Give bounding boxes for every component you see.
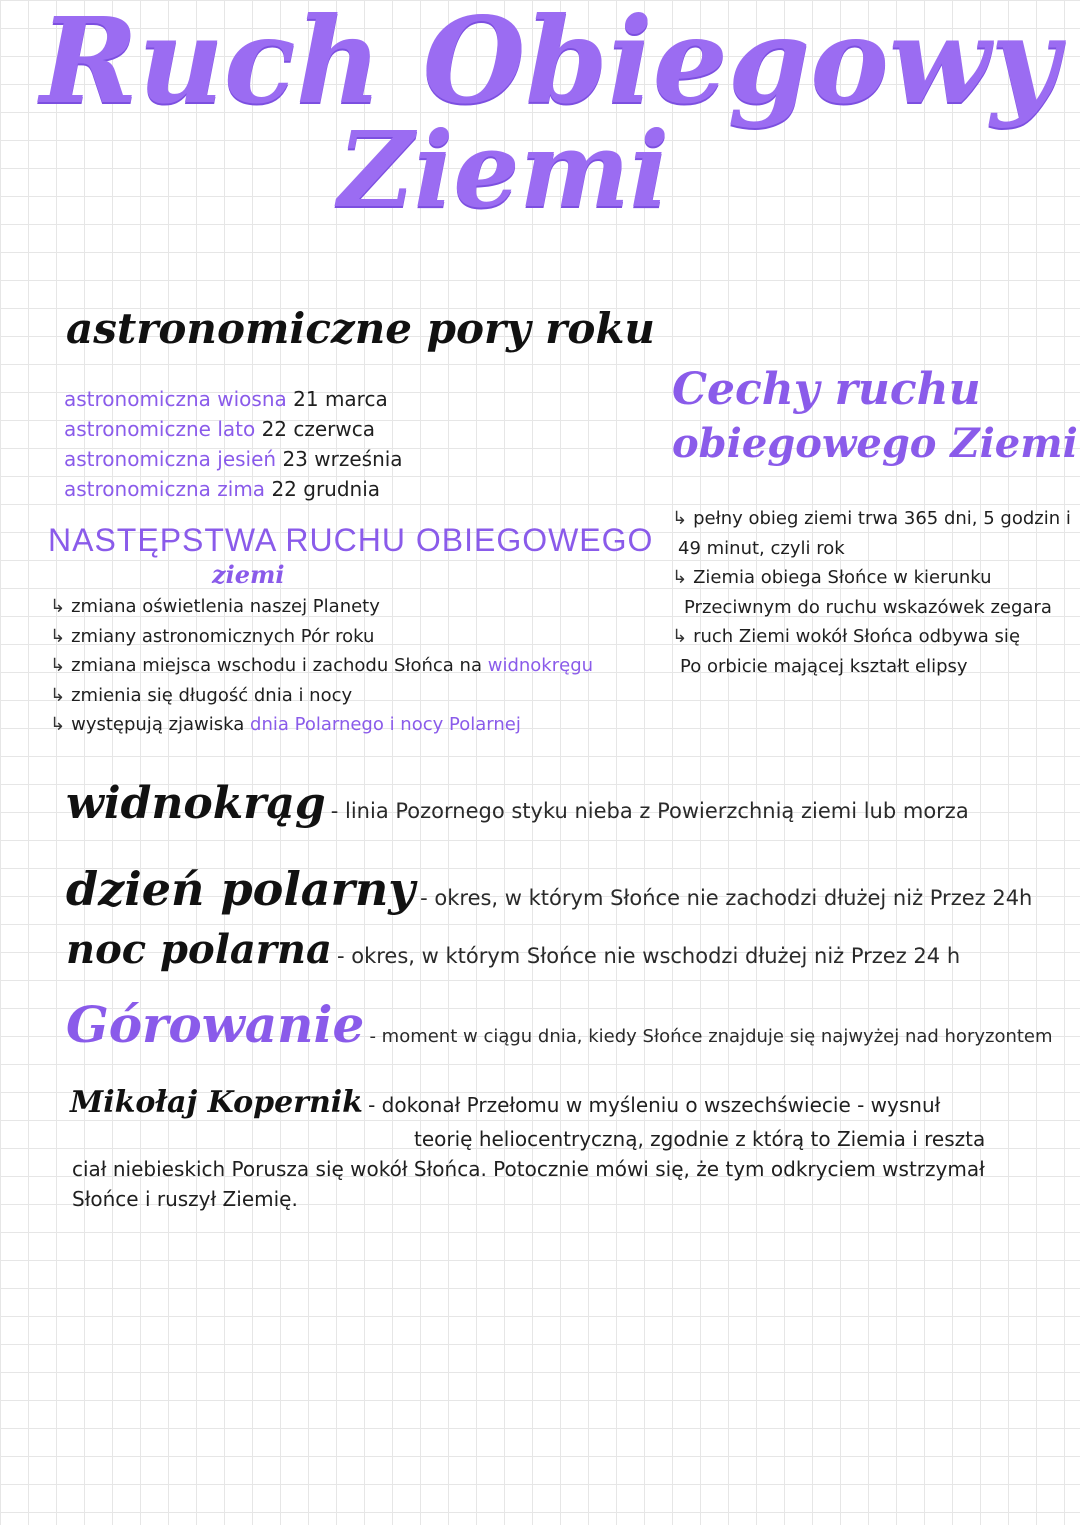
kopernik-term: Mikołaj Kopernik: [70, 1085, 363, 1120]
definition-term: dzień polarny: [66, 862, 416, 916]
definition-term: noc polarna: [66, 926, 332, 973]
arrow-bullet-icon: ↳: [672, 508, 688, 529]
list-item: Przeciwnym do ruchu wskazówek zegara: [684, 596, 1052, 618]
consequences-subheading: ziemi: [212, 560, 285, 589]
arrow-bullet-icon: ↳: [672, 567, 688, 588]
features-heading: Cechy ruchu: [672, 364, 981, 415]
consequences-heading: NASTĘPSTWA RUCHU OBIEGOWEGO: [48, 522, 654, 558]
season-autumn: [64, 444, 403, 474]
arrow-bullet-icon: ↳: [50, 684, 66, 706]
page-title-line2: Ziemi: [338, 108, 670, 231]
definition-dzien-polarny: [66, 862, 1033, 916]
season-winter: [64, 474, 380, 504]
list-item: Po orbicie mającej kształt elipsy: [680, 655, 968, 677]
kopernik-line4: Słońce i ruszył Ziemię.: [72, 1187, 298, 1211]
kopernik-text: - dokonał Przełomu w myśleniu o wszechświecie - wysnuł: [368, 1093, 941, 1117]
definition-text: - okres, w którym Słońce nie wschodzi dłużej niż Przez 24 h: [336, 944, 961, 968]
definition-gorowanie: [66, 995, 1053, 1054]
arrow-bullet-icon: ↳: [672, 626, 688, 647]
arrow-bullet-icon: ↳: [50, 596, 66, 617]
list-item: ↳ zmienia się długość dnia i nocy: [50, 684, 353, 706]
definition-term: Górowanie: [66, 995, 365, 1054]
definition-term: widnokrąg: [66, 778, 326, 829]
highlight-text: widnokręgu: [487, 655, 594, 676]
list-item: 49 minut, czyli rok: [678, 537, 845, 559]
season-spring: [64, 384, 388, 414]
season-name: astronomiczna jesień: [64, 447, 277, 471]
season-date: 22 czerwca: [261, 417, 376, 441]
list-item: ↳ występują zjawiska dnia Polarnego i nocy Polarnej: [50, 714, 521, 735]
definition-widnokrag: [66, 778, 969, 829]
definition-noc-polarna: [66, 926, 961, 973]
arrow-bullet-icon: ↳: [50, 714, 66, 735]
features-heading-line2: obiegowego Ziemi: [672, 420, 1078, 467]
list-item: ↳ zmiany astronomicznych Pór roku: [50, 625, 375, 647]
kopernik-line3: ciał niebieskich Porusza się wokół Słońca. Potocznie mówi się, że tym odkryciem wstrzymał: [72, 1157, 985, 1181]
season-name: astronomiczna zima: [64, 477, 266, 501]
season-name: astronomiczne lato: [64, 417, 256, 441]
season-date: 23 września: [282, 447, 403, 471]
consequences-list: [50, 592, 593, 740]
list-item: ↳ zmiana miejsca wschodu i zachodu Słońca na widnokręgu: [50, 655, 594, 676]
season-date: 21 marca: [293, 387, 388, 411]
season-date: 22 grudnia: [271, 477, 381, 501]
list-item: ↳ pełny obieg ziemi trwa 365 dni, 5 godzin i: [672, 508, 1071, 529]
features-list: [672, 504, 1071, 681]
page-title: Ruch Obiegowy: [40, 0, 1060, 130]
definition-text: - okres, w którym Słońce nie zachodzi dłużej niż Przez 24h: [420, 886, 1033, 910]
seasons-heading: astronomiczne pory roku: [66, 304, 655, 353]
season-name: astronomiczna wiosna: [64, 387, 287, 411]
list-item: ↳ Ziemia obiega Słońce w kierunku: [672, 567, 992, 588]
list-item: ↳ zmiana oświetlenia naszej Planety: [50, 596, 380, 617]
arrow-bullet-icon: ↳: [50, 655, 66, 676]
kopernik-line2: teorię heliocentryczną, zgodnie z którą to Ziemia i reszta: [414, 1127, 986, 1151]
arrow-bullet-icon: ↳: [50, 625, 66, 647]
season-summer: [64, 414, 375, 444]
highlight-text: dnia Polarnego i nocy Polarnej: [250, 714, 521, 735]
definition-text: - moment w ciągu dnia, kiedy Słońce znajduje się najwyżej nad horyzontem: [369, 1026, 1053, 1047]
definition-text: - linia Pozornego styku nieba z Powierzchnią ziemi lub morza: [330, 799, 969, 823]
list-item: ↳ ruch Ziemi wokół Słońca odbywa się: [672, 626, 1021, 647]
kopernik-line1: [70, 1085, 941, 1120]
